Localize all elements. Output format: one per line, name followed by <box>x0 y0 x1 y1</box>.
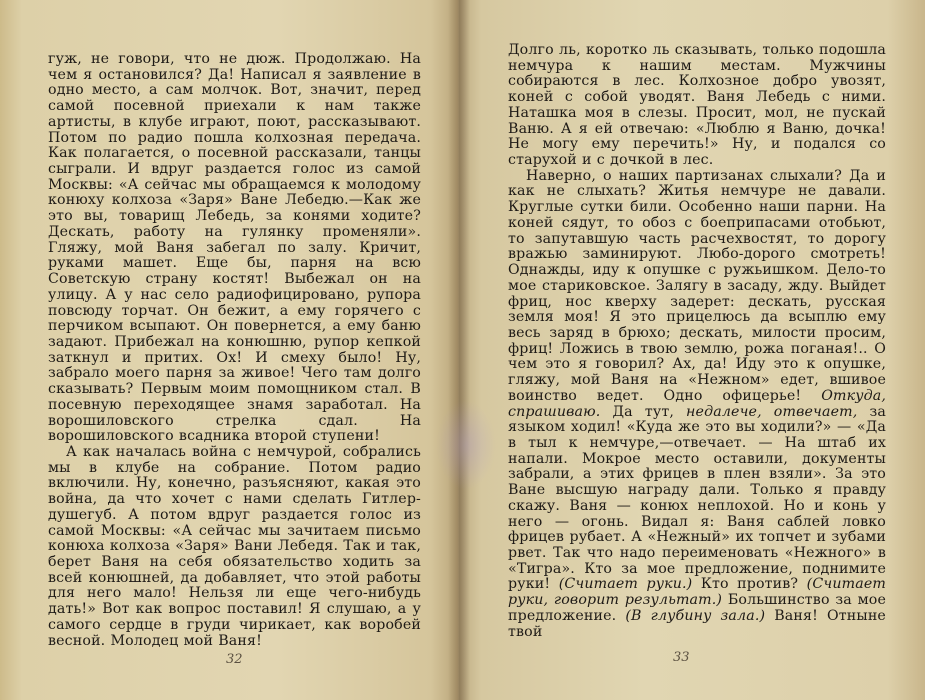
page-number: 32 <box>226 652 243 667</box>
text-run: Да тут, <box>612 403 674 420</box>
italic-remark: Откуда, спрашиваю. <box>508 387 886 420</box>
right-page <box>458 0 925 700</box>
text-run: Большинство за мое предложение. <box>508 592 886 624</box>
book-gutter <box>448 0 470 700</box>
text-run: Ваня! Отныне твой <box>508 607 886 640</box>
paragraph: А как началась война с немчурой, собрались мы в клубе на собрание. Потом радио включили. Ну, конечно, разъясняют, какая это война, да что хочет с нами сделать Гитлер-душегуб. А потом вдруг раздается голос из самой Москвы: «А сейчас мы зачитаем письмо конюха колхоза «Заря» Вани Лебедя. Так и так, берет Ваня на себя обязательство ходить за всей конюшней, да добавляет, что этой работы для него мало! Нельзя ли еще чего-нибудь дать!» Вот как вопрос поставил! Я слушаю, а у самого сердце в груди чирикает, как воробей весной. Молодец мой Ваня! <box>48 443 421 649</box>
stage-direction: (Считает руки, говорит результат.) <box>508 576 886 609</box>
page-number: 33 <box>673 650 690 665</box>
paragraph: гуж, не говори, что не дюж. Продолжаю. На чем я остановился? Да! Написал я заявление в одно место, а сам молчок. Вот, значит, перед самой посевной приехали к нам также артисты, в клубе играют, поют, рассказывают. Потом по радио пошла колхозная передача. Как полагается, о посевной рассказали, танцы сыграли. И вдруг раздается голос из самой Москвы: «А сейчас мы обращаемся к молодому конюху колхоза «Заря» Ване Лебедю.—Как же это вы, товарищ Лебедь, за конями ходите? Дескать, работу на гулянку променяли». Гляжу, мой Ваня забегал по залу. Кричит, руками машет. Еще бы, парня на всю Советскую страну костят! Выбежал он на улицу. А у нас село радиофицировано, рупора повсюду торчат. Он бежит, а ему горячего с перчиком всыпают. Он повернется, а ему баню задают. Прибежал на конюшню, рупор кепкой заткнул и притих. Ох! И смеху было! Ну, забрало моего парня за живое! Чего там долго сказывать? Первым моим помощником стал. В посевную переходящее знамя заработал. На ворошиловского стрелка сдал. На ворошиловского всадника второй ступени! <box>48 51 421 445</box>
right-page-text <box>508 43 886 640</box>
stage-direction: (Считает руки.) <box>558 576 693 593</box>
left-page <box>0 0 458 700</box>
paper-stain <box>436 400 496 490</box>
left-page-text <box>48 52 421 649</box>
text-run: за языком ходил! «Куда же это вы ходили?» — «Да в тыл к немчуре,—отвечает. — На штаб их напали. Мокрое место оставили, документы забрали, а этих фрицев в плен взяли». За это Ване высшую награду дали. Только я правду скажу. Ваня — конюх неплохой. Но и конь у него — огонь. Видал я: Ваня саблей ловко фрицев рубает. А «Нежный» их топчет и зубами рвет. Так что надо переименовать «Нежного» в «Тигра». Кто за мое предложение, поднимите руки! <box>508 403 887 593</box>
text-run: Наверно, о наших партизанах слыхали? Да и как не слыхать? Житья немчуре не давали. Круглые сутки били. Особенно наши парни. На коней сядут, то обоз с боеприпасами отобьют, то запутавшую часть расчехвостят, то дорогу вражью заминируют. Любо-дорого смотреть! Однажды, иду к опушке с ружьишком. Дело-то мое стариковское. Залягу в засаду, жду. Выйдет фриц, нос кверху задерет: дескать, русская земля моя! Я это прицелюсь да всыплю ему весь заряд в брюхо; дескать, милости просим, фриц! Ложись в твою землю, рожа поганая!.. О чем это я говорил? Ах, да! Иду это к опушке, гляжу, мой Ваня на «Нежном» едет, вшивое воинство ведет. Одно офицерье! <box>508 167 886 404</box>
paragraph: Долго ль, коротко ль сказывать, только подошла немчура к нашим местам. Мужчины собираются в лес. Колхозное добро увозят, коней с собой уводят. Ваня Лебедь с ними. Наташка моя в слезы. Просит, мол, не пускай Ваню. А я ей отвечаю: «Люблю я Ваню, дочка! Не могу ему перечить!» Ну, и подался со старухой и с дочкой в лес. <box>508 42 886 169</box>
paragraph <box>508 169 886 641</box>
text-run: Кто против? <box>700 576 799 593</box>
italic-remark: недалече, отвечает, <box>686 403 858 420</box>
stage-direction: (В глубину зала.) <box>625 607 766 624</box>
